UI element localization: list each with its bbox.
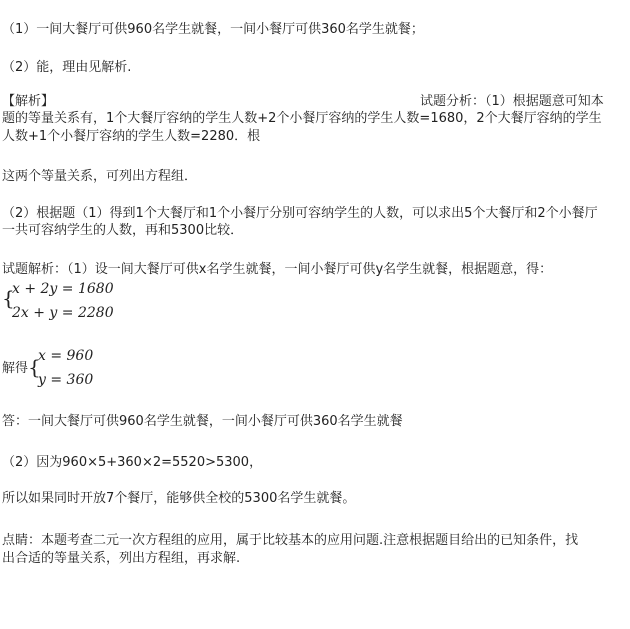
equation-system-brace: { [2, 286, 15, 310]
answer-part1: （1）一间大餐厅可供960名学生就餐，一间小餐厅可供360名学生就餐； [2, 22, 424, 37]
solution-intro: 试题解析：（1）设一间大餐厅可供x名学生就餐，一间小餐厅可供y名学生就餐，根据题意，得： [2, 262, 553, 277]
analysis-heading: 【解析】 [2, 94, 55, 109]
analysis-intro-right: 试题分析：（1）根据题意可知本 [420, 94, 604, 109]
solution-brace: { [28, 355, 41, 379]
solution-conclusion: 所以如果同时开放7个餐厅，能够供全校的5300名学生就餐。 [2, 491, 356, 506]
analysis-intro-line1: 题的等量关系有，1个大餐厅容纳的学生人数+2个小餐厅容纳的学生人数=1680，2个大餐厅容纳的学生 [2, 111, 602, 126]
answer-part2: （2）能，理由见解析. [2, 60, 132, 75]
analysis-intro-line2: 人数+1个小餐厅容纳的学生人数=2280．根 [2, 129, 261, 144]
analysis-part2-line1: （2）根据题（1）得到1个大餐厅和1个小餐厅分别可容纳学生的人数，可以求出5个大餐厅和2个小餐厅 [2, 206, 598, 221]
equation-1: x + 2y = 1680 [12, 281, 114, 297]
solution-x: x = 960 [38, 348, 94, 364]
solve-label: 解得 [2, 361, 29, 376]
solution-part2: （2）因为960×5+360×2=5520>5300， [2, 455, 263, 470]
solution-answer: 答：一间大餐厅可供960名学生就餐，一间小餐厅可供360名学生就餐 [2, 414, 403, 429]
analysis-part2-line2: 一共可容纳学生的人数，再和5300比较． [2, 223, 244, 238]
solution-y: y = 360 [38, 372, 94, 388]
remark-line1: 点睛：本题考查二元一次方程组的应用，属于比较基本的应用问题.注意根据题目给出的已知条件，找 [2, 533, 579, 548]
analysis-intro-line3: 这两个等量关系，可列出方程组． [2, 169, 198, 184]
remark-line2: 出合适的等量关系，列出方程组，再求解. [2, 551, 241, 566]
equation-2: 2x + y = 2280 [12, 305, 114, 321]
